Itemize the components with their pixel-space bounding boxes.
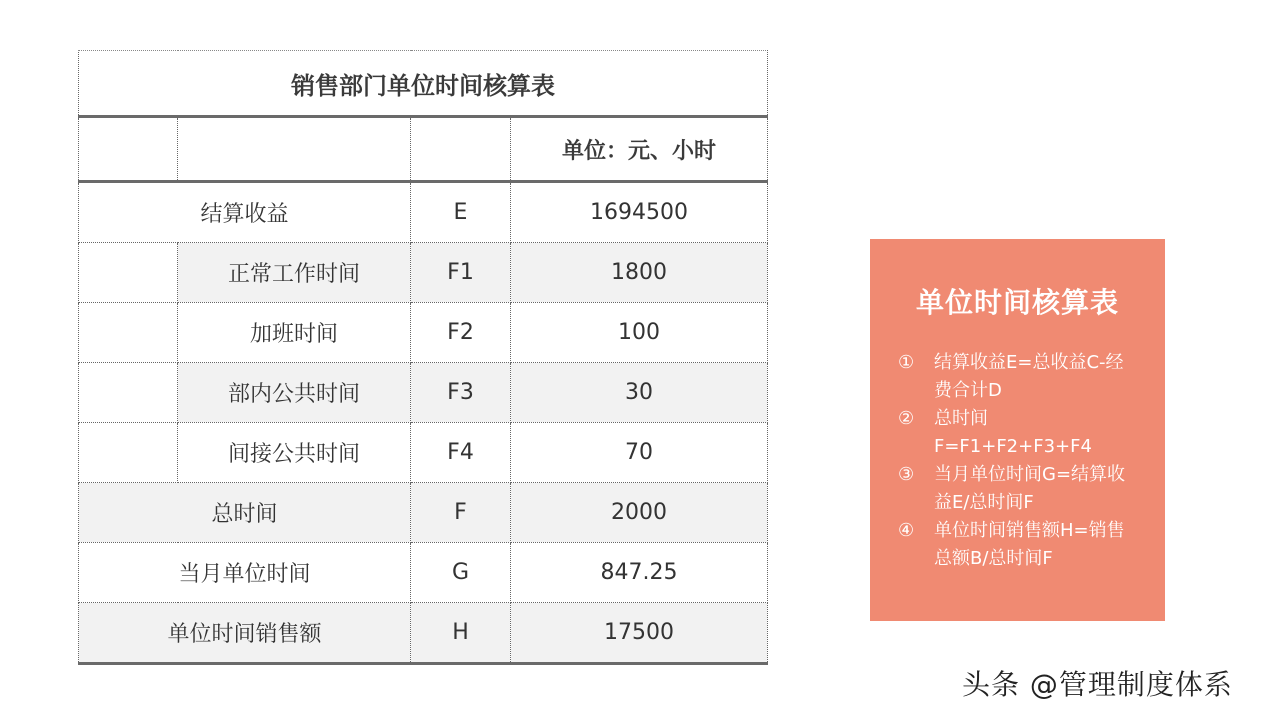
- row-value: 70: [511, 423, 768, 483]
- table-row: [79, 182, 768, 243]
- indent-cell: [79, 423, 178, 483]
- row-value: 30: [511, 363, 768, 423]
- row-value: 100: [511, 303, 768, 363]
- row-label: 部内公共时间: [178, 363, 411, 423]
- row-label: 正常工作时间: [178, 243, 411, 303]
- header-empty-cell: [79, 117, 178, 182]
- row-code: F: [411, 483, 511, 543]
- row-code: F3: [411, 363, 511, 423]
- row-label: 加班时间: [178, 303, 411, 363]
- row-code: E: [411, 182, 511, 243]
- indent-cell: [79, 243, 178, 303]
- row-label: 总时间: [79, 483, 411, 543]
- table-title-row: [79, 51, 768, 117]
- note-item: [898, 461, 1137, 517]
- formula-note-box: [870, 239, 1165, 621]
- row-value: 1694500: [511, 182, 768, 243]
- watermark: 头条 @管理制度体系: [962, 668, 1233, 701]
- table-row: [79, 483, 768, 543]
- table-header-row: [79, 117, 768, 182]
- row-value: 2000: [511, 483, 768, 543]
- row-code: F2: [411, 303, 511, 363]
- note-item: [898, 349, 1137, 405]
- header-empty-cell: [411, 117, 511, 182]
- note-item-text: 当月单位时间G=结算收益E/总时间F: [934, 464, 1126, 513]
- note-item-number: ②: [898, 408, 915, 429]
- row-value: 17500: [511, 603, 768, 664]
- row-label: 单位时间销售额: [79, 603, 411, 664]
- row-label: 间接公共时间: [178, 423, 411, 483]
- row-value: 847.25: [511, 543, 768, 603]
- row-code: F1: [411, 243, 511, 303]
- indent-cell: [79, 303, 178, 363]
- table-row: [79, 363, 768, 423]
- row-code: F4: [411, 423, 511, 483]
- unit-label: 单位：元、小时: [511, 117, 768, 182]
- note-item-number: ①: [898, 352, 915, 373]
- note-item-text: 总时间F=F1+F2+F3+F4: [934, 408, 1092, 457]
- indent-cell: [79, 363, 178, 423]
- table-row: [79, 543, 768, 603]
- note-item-text: 结算收益E=总收益C-经费合计D: [934, 352, 1124, 401]
- note-item-number: ④: [898, 520, 915, 541]
- row-code: G: [411, 543, 511, 603]
- note-item: [898, 405, 1137, 461]
- row-code: H: [411, 603, 511, 664]
- table-row: [79, 603, 768, 664]
- unit-time-accounting-table: [78, 50, 768, 665]
- note-title: 单位时间核算表: [915, 286, 1119, 319]
- table-row: [79, 303, 768, 363]
- note-item: [898, 517, 1137, 573]
- note-item-number: ③: [898, 464, 915, 485]
- row-value: 1800: [511, 243, 768, 303]
- header-empty-cell: [178, 117, 411, 182]
- row-label: 当月单位时间: [79, 543, 411, 603]
- note-item-text: 单位时间销售额H=销售总额B/总时间F: [934, 520, 1125, 569]
- table-row: [79, 423, 768, 483]
- table-title: 销售部门单位时间核算表: [79, 51, 768, 117]
- table-row: [79, 243, 768, 303]
- row-label: 结算收益: [79, 182, 411, 243]
